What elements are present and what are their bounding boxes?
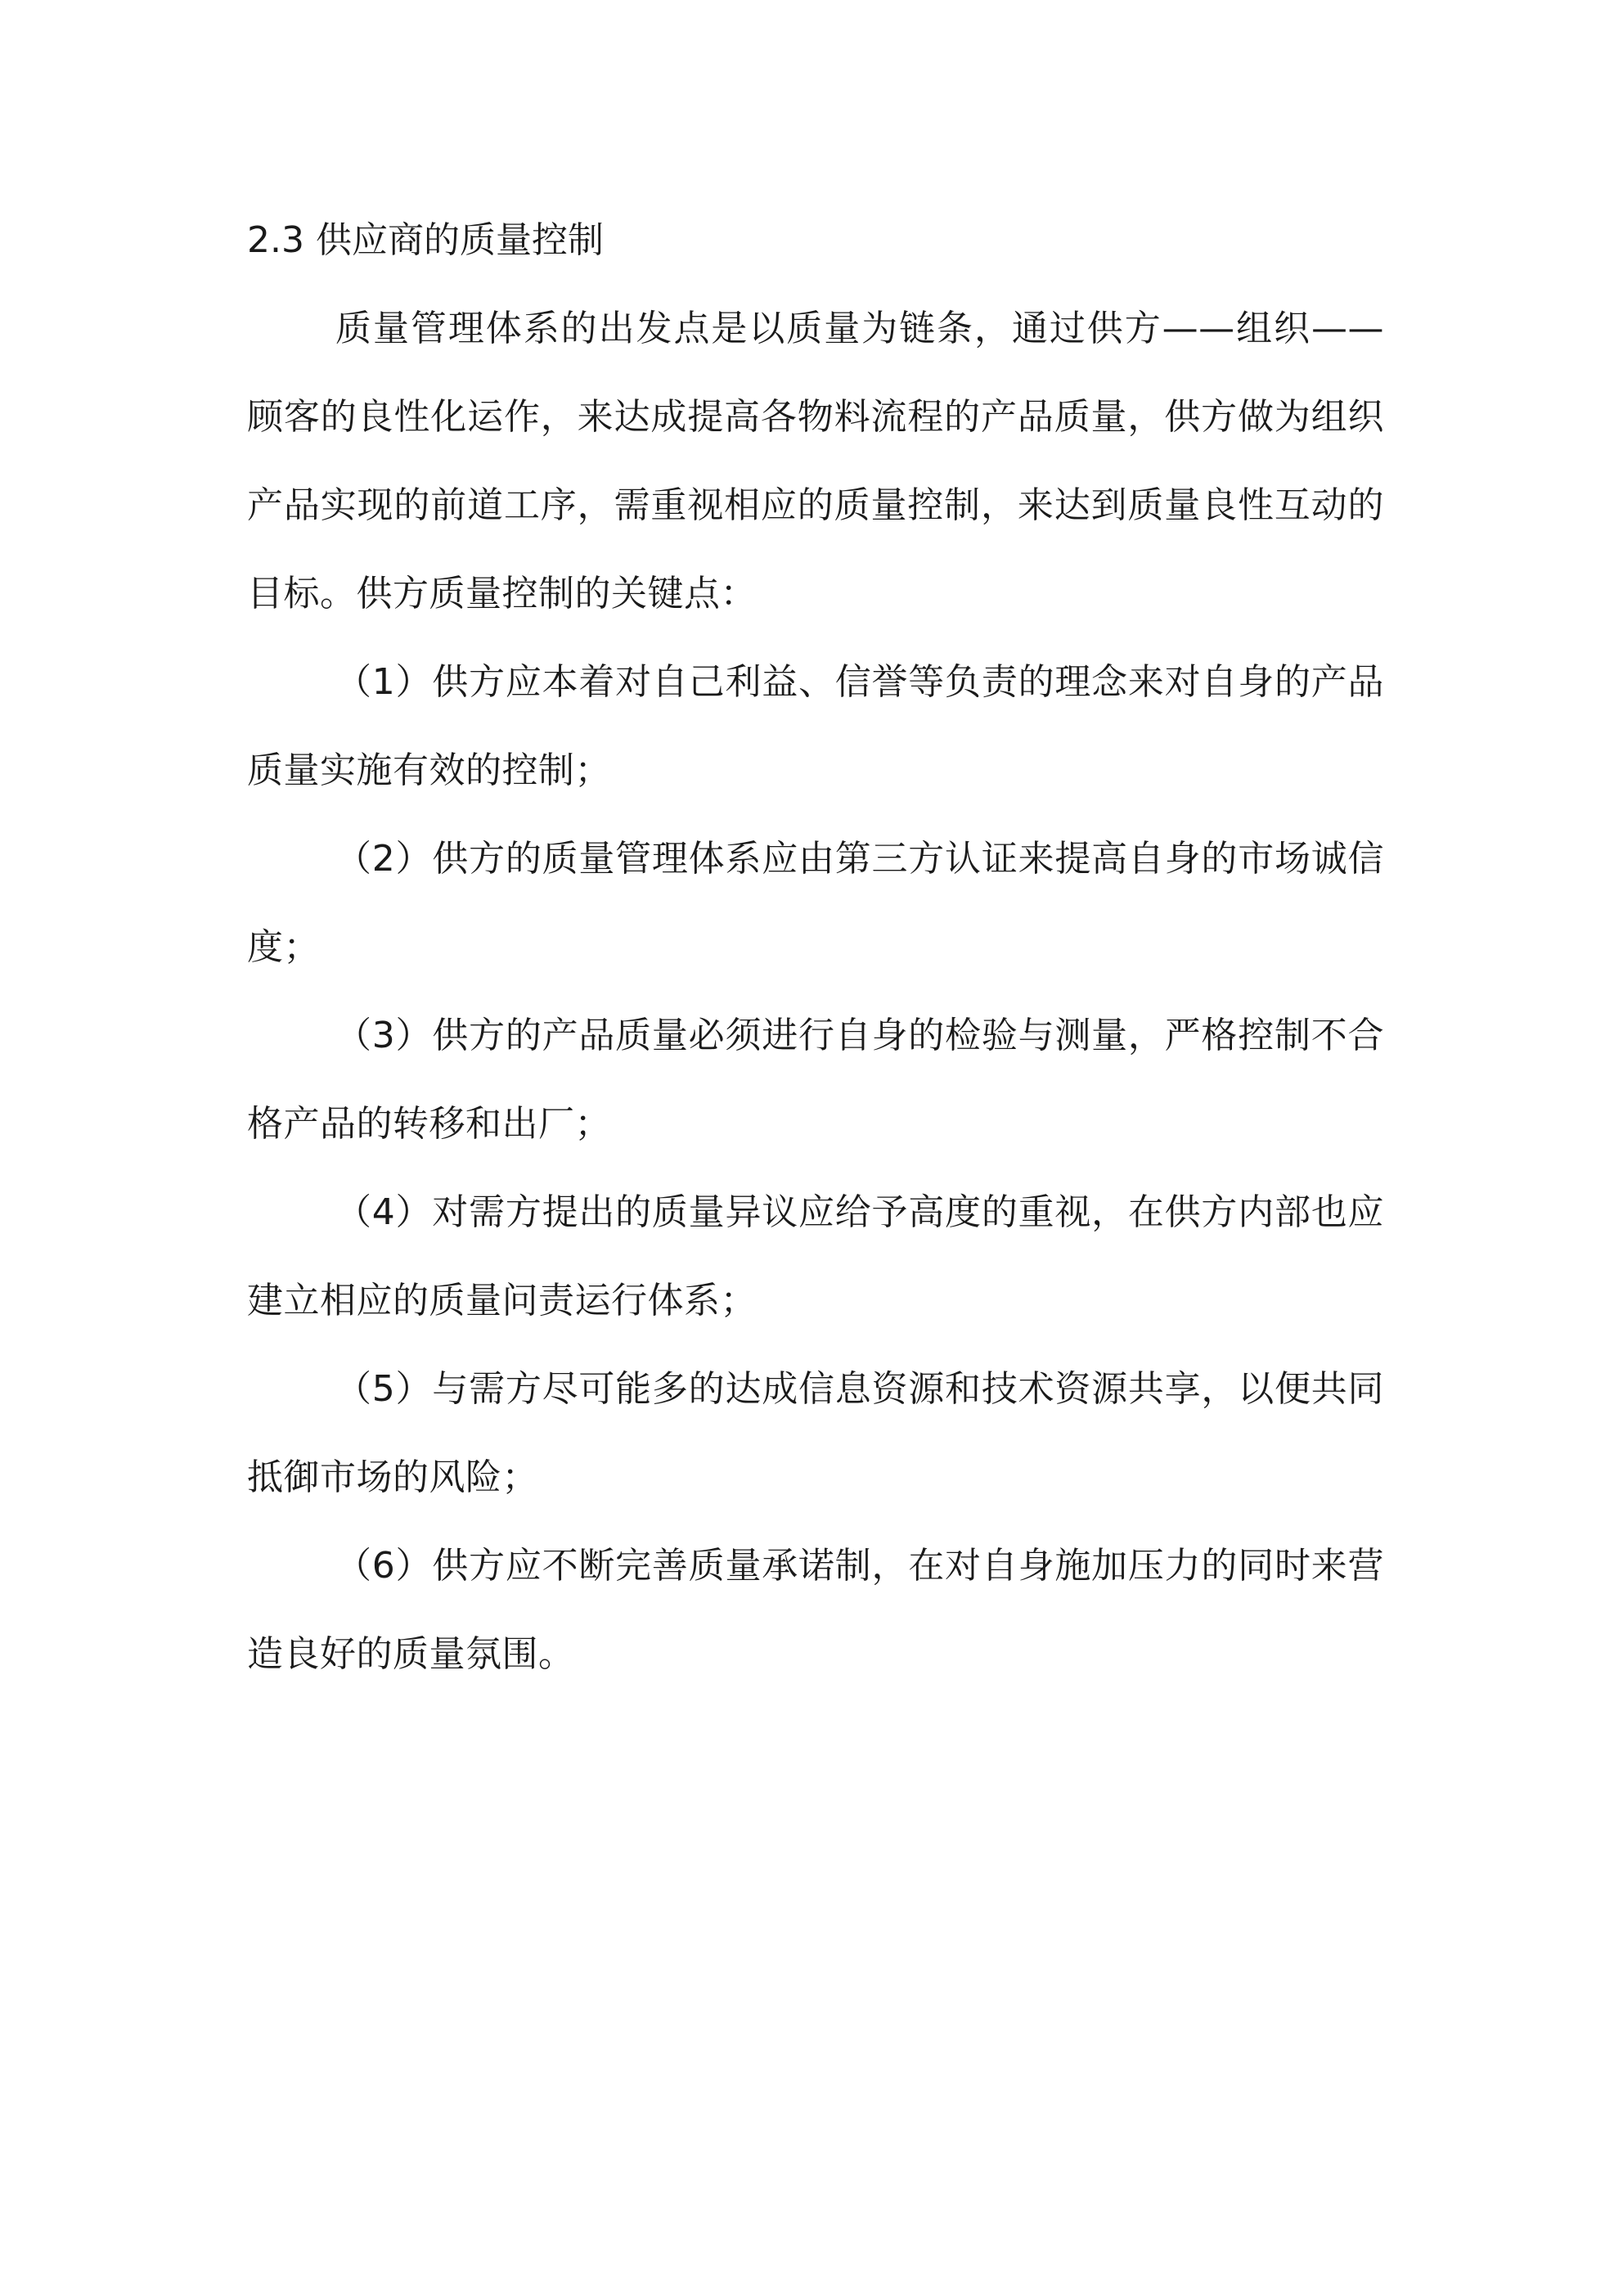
document-body <box>247 196 1384 1699</box>
section-heading: 2.3 供应商的质量控制 <box>247 219 604 261</box>
list-item-5: （5）与需方尽可能多的达成信息资源和技术资源共享，以便共同抵御市场的风险； <box>247 1368 1384 1498</box>
list-item-3: （3）供方的产品质量必须进行自身的检验与测量，严格控制不合格产品的转移和出厂； <box>247 1015 1384 1145</box>
list-item-1: （1）供方应本着对自己利益、信誉等负责的理念来对自身的产品质量实施有效的控制； <box>247 661 1384 791</box>
list-item-2: （2）供方的质量管理体系应由第三方认证来提高自身的市场诚信度； <box>247 838 1384 968</box>
intro-paragraph: 质量管理体系的出发点是以质量为链条，通过供方——组织——顾客的良性化运作，来达成提高各物料流程的产品质量，供方做为组织产品实现的前道工序，需重视相应的质量控制，来达到质量良性互动的目标。供方质量控制的关键点： <box>247 308 1384 615</box>
list-item-6: （6）供方应不断完善质量承诺制，在对自身施加压力的同时来营造良好的质量氛围。 <box>247 1545 1384 1675</box>
list-item-4: （4）对需方提出的质量异议应给予高度的重视，在供方内部也应建立相应的质量问责运行体系； <box>247 1191 1384 1321</box>
